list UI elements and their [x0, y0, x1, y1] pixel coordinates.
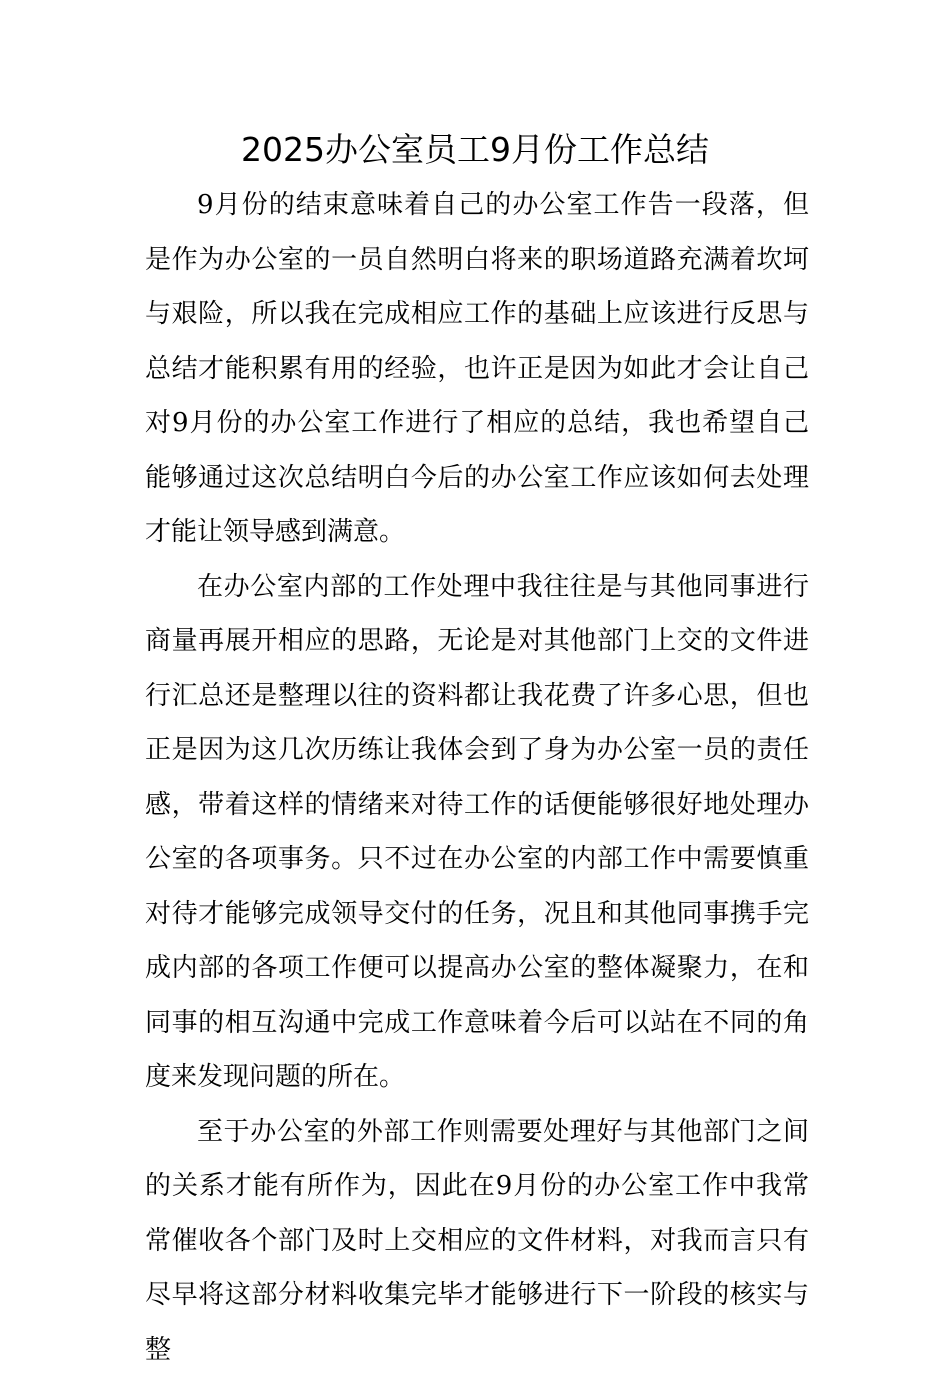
- paragraph-2: 在办公室内部的工作处理中我往往是与其他同事进行商量再展开相应的思路，无论是对其他部门上交的文件进行汇总还是整理以往的资料都让我花费了许多心思，但也正是因为这几次历练让我体会到了身为办公室一员的责任感，带着这样的情绪来对待工作的话便能够很好地处理办公室的各项事务。只不过在办公室的内部工作中需要慎重对待才能够完成领导交付的任务，况且和其他同事携手完成内部的各项工作便可以提高办公室的整体凝聚力，在和同事的相互沟通中完成工作意味着今后可以站在不同的角度来发现问题的所在。: [145, 560, 809, 1105]
- paragraph-3: 至于办公室的外部工作则需要处理好与其他部门之间的关系才能有所作为，因此在9月份的办公室工作中我常常催收各个部门及时上交相应的文件材料，对我而言只有尽早将这部分材料收集完毕才能够进行下一阶段的核实与整: [145, 1105, 809, 1377]
- paragraph-1: 9月份的结束意味着自己的办公室工作告一段落，但是作为办公室的一员自然明白将来的职场道路充满着坎坷与艰险，所以我在完成相应工作的基础上应该进行反思与总结才能积累有用的经验，也许正是因为如此才会让自己对9月份的办公室工作进行了相应的总结，我也希望自己能够通过这次总结明白今后的办公室工作应该如何去处理才能让领导感到满意。: [145, 178, 809, 560]
- document-body: [145, 178, 809, 1377]
- document-title: 2025办公室员工9月份工作总结: [145, 126, 805, 174]
